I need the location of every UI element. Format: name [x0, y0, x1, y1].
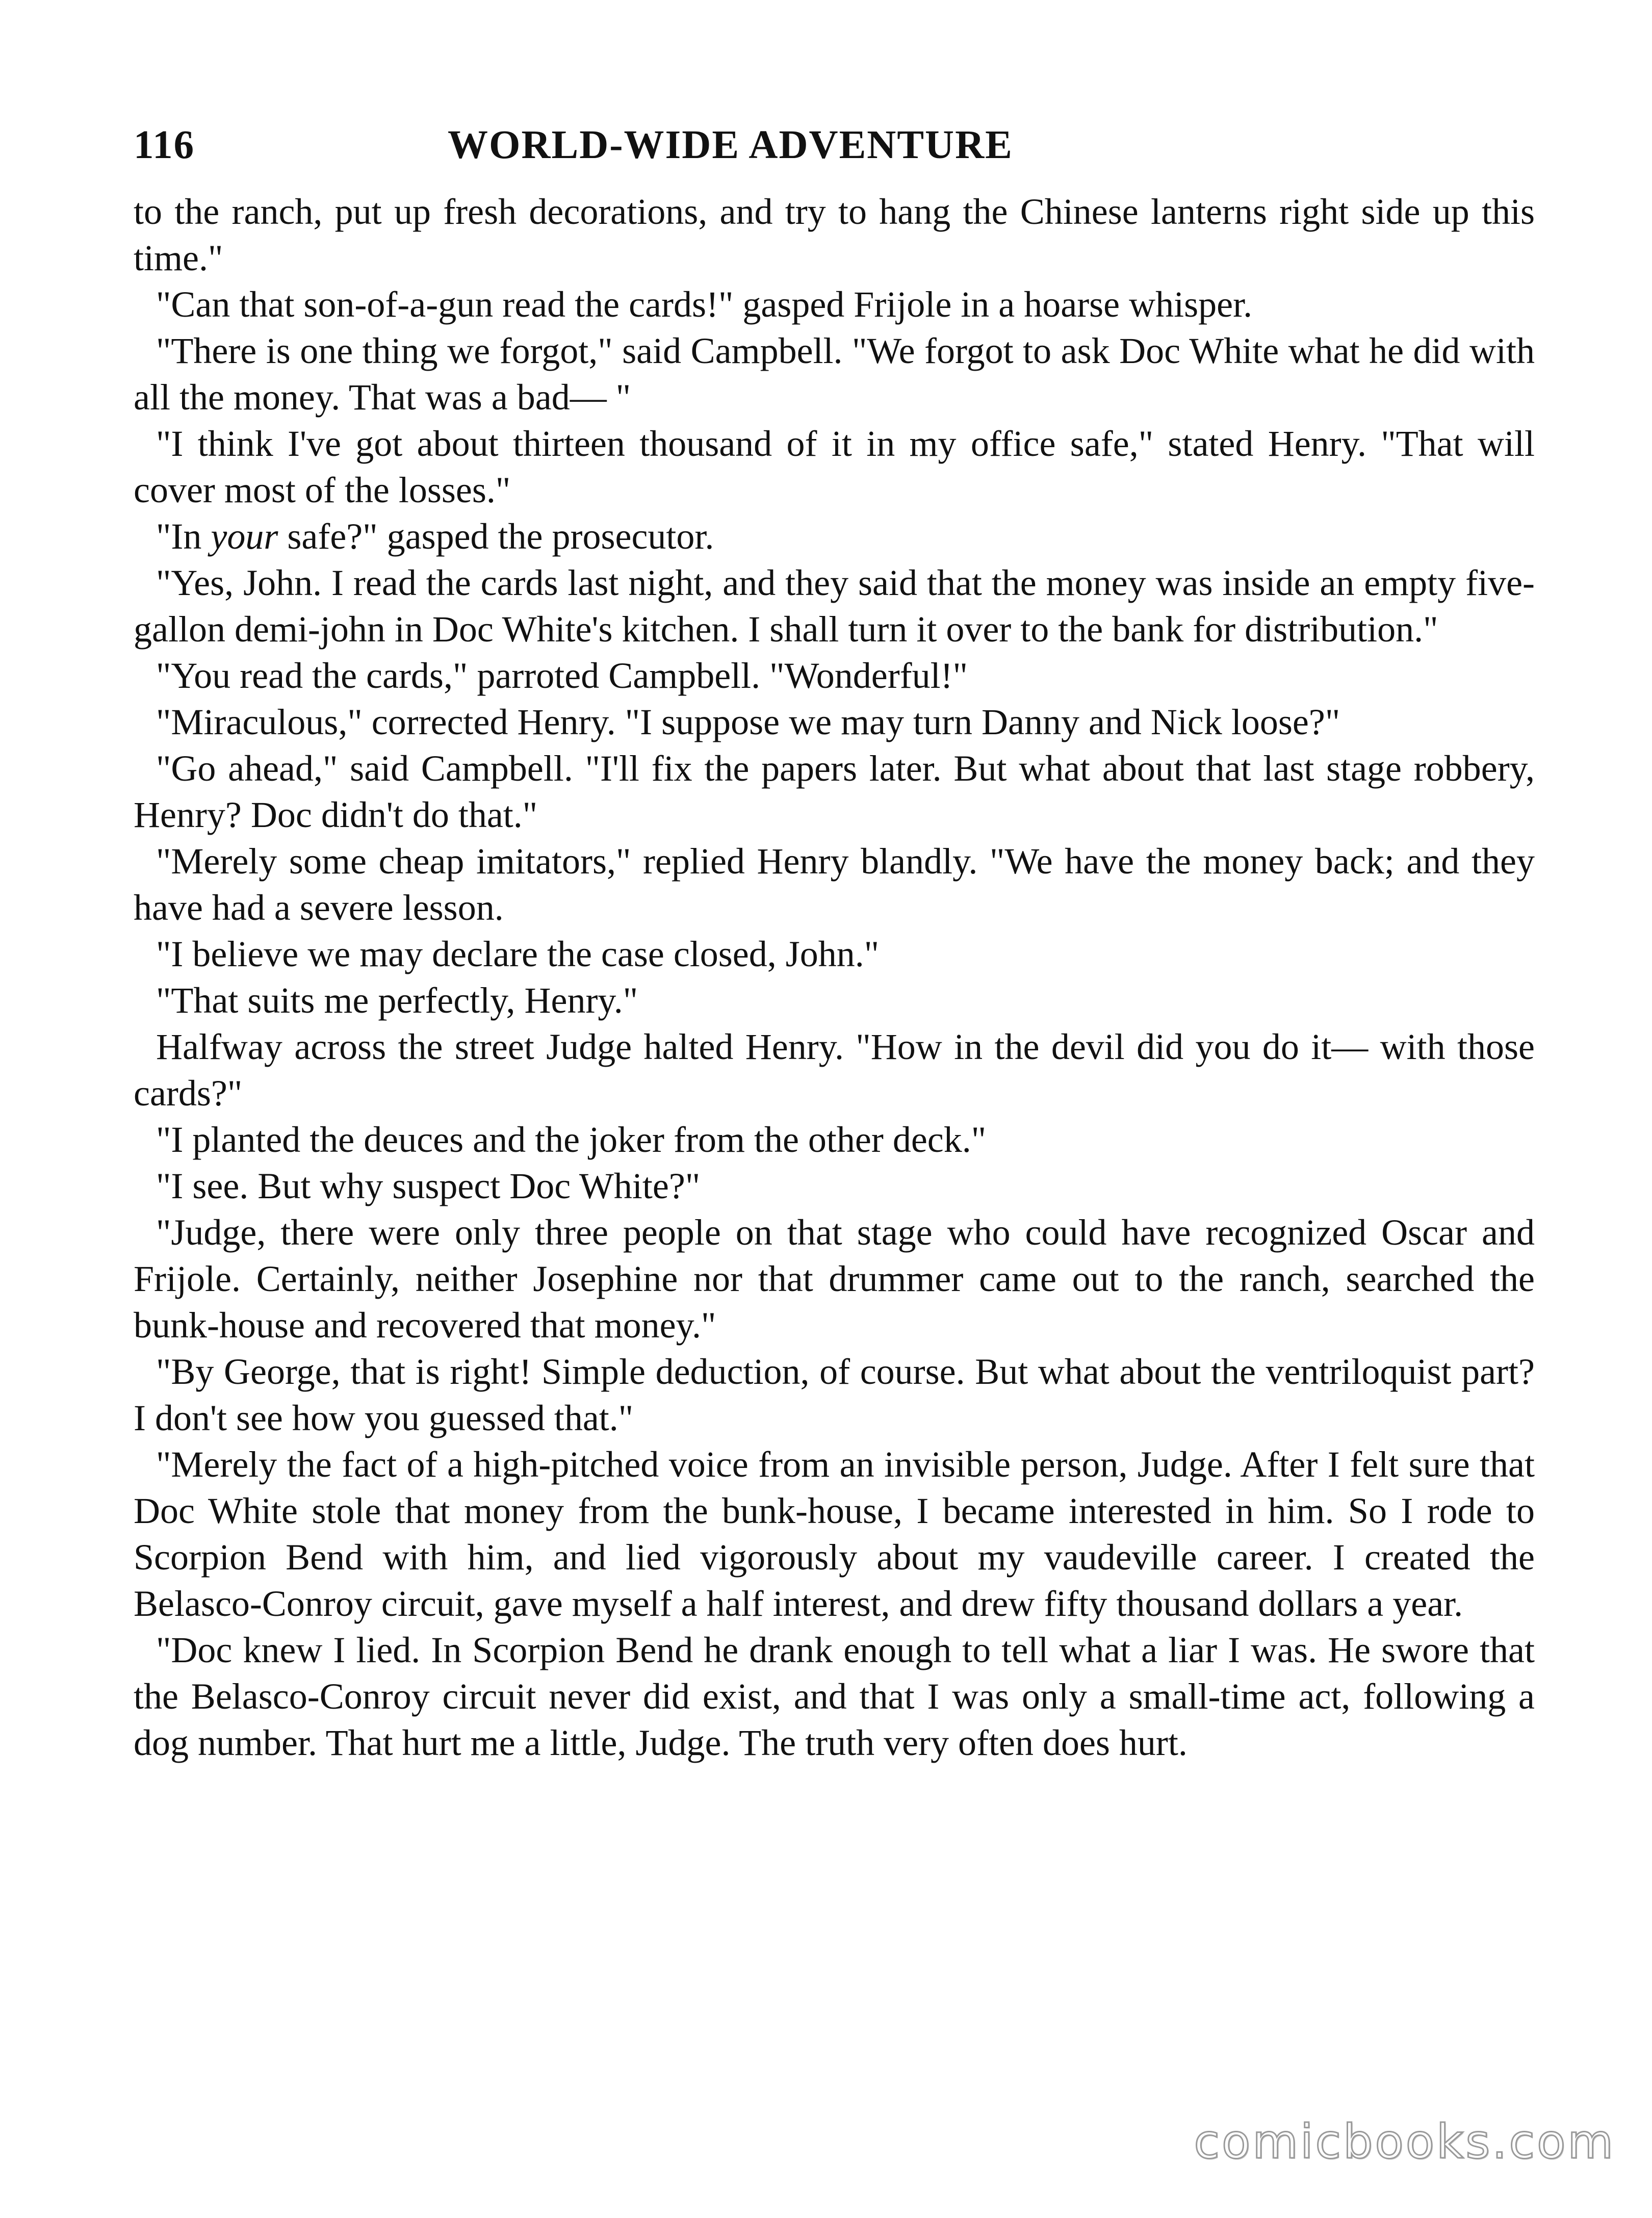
running-head [134, 122, 1535, 178]
paragraph: "Judge, there were only three people on that stage who could have recognized Oscar and Frijole. Certainly, neither Josephine nor that drummer came out to the ranch, searched the bunk-house and recovered that money." [134, 1212, 1535, 1346]
site-watermark: comicbooks.com [1194, 2114, 1615, 2169]
body-text [134, 189, 1535, 1766]
paragraph: to the ranch, put up fresh decorations, and try to hang the Chinese lanterns right side up this time." [134, 191, 1535, 278]
paragraph: "By George, that is right! Simple deduction, of course. But what about the ventriloquist part? I don't see how you guessed that." [134, 1351, 1535, 1438]
paragraph: "I see. But why suspect Doc White?" [156, 1166, 701, 1206]
paragraph: "Go ahead," said Campbell. "I'll fix the papers later. But what about that last stage robbery, Henry? Doc didn't do that." [134, 748, 1535, 835]
paragraph: "Can that son-of-a-gun read the cards!" gasped Frijole in a hoarse whisper. [156, 284, 1253, 325]
paragraph: "Merely some cheap imitators," replied Henry blandly. "We have the money back; and they have had a severe lesson. [134, 841, 1535, 928]
paragraph: "Merely the fact of a high-pitched voice from an invisible person, Judge. After I felt sure that Doc White stole that money from the bunk-house, I became interested in him. So I rode to Scorpion Bend with him, and lied vigorously about my vaudeville career. I created the Belasco-Conroy circuit, gave myself a half interest, and drew fifty thousand dollars a year. [134, 1444, 1535, 1624]
paragraph-text: safe?" gasped the prosecutor. [278, 516, 714, 557]
paragraph: "I think I've got about thirteen thousand of it in my office safe," stated Henry. "That will cover most of the losses." [134, 423, 1535, 510]
emphasized-word: your [211, 516, 278, 557]
paragraph: "I planted the deuces and the joker from the other deck." [156, 1119, 987, 1160]
paragraph: "Yes, John. I read the cards last night, and they said that the money was inside an empty five-gallon demi-john in Doc White's kitchen. I shall turn it over to the bank for distribution." [134, 562, 1535, 650]
paragraph: "I believe we may declare the case closed, John." [156, 934, 880, 974]
paragraph: "Miraculous," corrected Henry. "I suppose we may turn Danny and Nick loose?" [156, 702, 1340, 742]
paragraph: "That suits me perfectly, Henry." [156, 980, 638, 1021]
running-title: WORLD-WIDE ADVENTURE [448, 123, 1013, 167]
book-page [134, 122, 1535, 2111]
paragraph: Halfway across the street Judge halted Henry. "How in the devil did you do it— with those cards?" [134, 1026, 1535, 1114]
paragraph: "You read the cards," parroted Campbell. "Wonderful!" [156, 655, 968, 696]
paragraph: "There is one thing we forgot," said Campbell. "We forgot to ask Doc White what he did with all the money. That was a bad— " [134, 330, 1535, 418]
paragraph [134, 513, 1535, 560]
paragraph: "Doc knew I lied. In Scorpion Bend he drank enough to tell what a liar I was. He swore that the Belasco-Conroy circuit never did exist, and that I was only a small-time act, following a dog number. That hurt me a little, Judge. The truth very often does hurt. [134, 1630, 1535, 1763]
page-number: 116 [134, 123, 195, 167]
paragraph-text: "In [156, 516, 211, 557]
